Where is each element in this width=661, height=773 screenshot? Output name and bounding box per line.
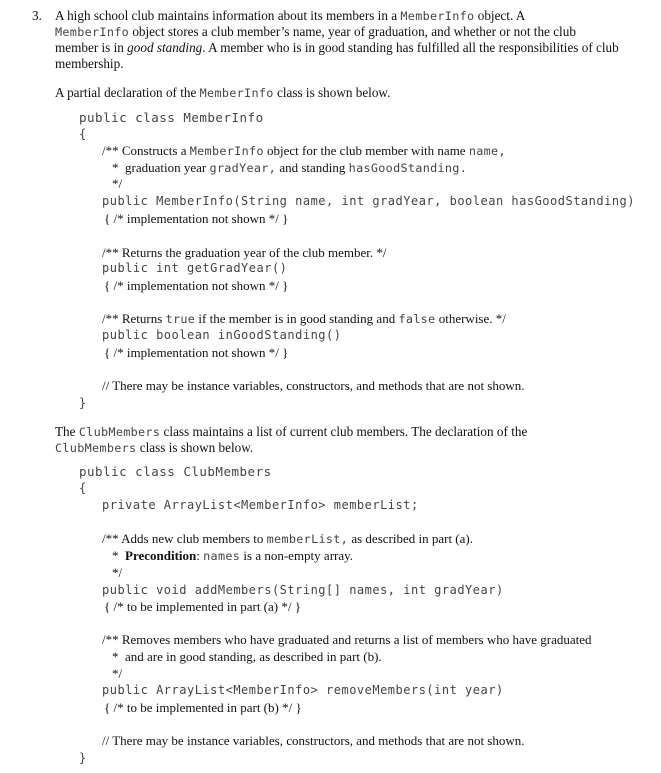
ingoodstanding-body: { /* implementation not shown */ } <box>104 345 289 360</box>
removemembers-comment-line-1: /** Removes members who have graduated and returns a list of members who have graduated <box>102 632 592 647</box>
ingoodstanding-comment: /** Returns true if the member is in good standing and false otherwise. */ <box>102 311 506 326</box>
getgradyear-comment: /** Returns the graduation year of the club member. */ <box>102 245 387 260</box>
clubmembers-intro-line-2: ClubMembers class is shown below. <box>55 440 254 455</box>
memberlist-field: private ArrayList<MemberInfo> memberList; <box>102 498 419 512</box>
question-number: 3. <box>32 8 42 23</box>
addmembers-comment-line-3: */ <box>112 565 123 580</box>
clubmembers-class-declaration: public class ClubMembers <box>79 464 272 479</box>
memberinfo-class-declaration: public class MemberInfo <box>79 110 264 125</box>
removemembers-signature: public ArrayList<MemberInfo> removeMembers(int year) <box>102 683 504 697</box>
partial-declaration-text: A partial declaration of the MemberInfo class is shown below. <box>55 85 391 100</box>
removemembers-comment-line-3: */ <box>112 666 123 681</box>
removemembers-comment-line-2: * and are in good standing, as described in part (b). <box>112 649 382 664</box>
constructor-comment-line-3: */ <box>112 176 123 191</box>
addmembers-body: { /* to be implemented in part (a) */ } <box>104 599 301 614</box>
constructor-comment-line-2: * graduation year gradYear, and standing hasGoodStanding. <box>112 160 468 175</box>
addmembers-comment-line-1: /** Adds new club members to memberList, as described in part (a). <box>102 531 473 546</box>
intro-line-3: member is in good standing. A member who is in good standing has fulfilled all the responsibilities of club <box>55 40 619 55</box>
memberinfo-not-shown-note: // There may be instance variables, constructors, and methods that are not shown. <box>102 378 525 393</box>
clubmembers-open-brace: { <box>79 481 87 495</box>
memberinfo-constructor-signature: public MemberInfo(String name, int gradYear, boolean hasGoodStanding) <box>102 194 635 208</box>
clubmembers-intro-line-1: The ClubMembers class maintains a list of current club members. The declaration of the <box>55 424 528 439</box>
ingoodstanding-signature: public boolean inGoodStanding() <box>102 328 342 342</box>
memberinfo-constructor-body: { /* implementation not shown */ } <box>104 211 289 226</box>
memberinfo-open-brace: { <box>79 127 87 141</box>
memberinfo-close-brace: } <box>79 396 87 410</box>
getgradyear-signature: public int getGradYear() <box>102 261 288 275</box>
addmembers-signature: public void addMembers(String[] names, int gradYear) <box>102 583 504 597</box>
intro-line-2: MemberInfo object stores a club member’s name, year of graduation, and whether or not the club <box>55 24 576 39</box>
constructor-comment-line-1: /** Constructs a MemberInfo object for the club member with name name, <box>102 143 506 158</box>
getgradyear-body: { /* implementation not shown */ } <box>104 278 289 293</box>
intro-line-4: membership. <box>55 56 124 71</box>
clubmembers-not-shown-note: // There may be instance variables, constructors, and methods that are not shown. <box>102 733 525 748</box>
clubmembers-close-brace: } <box>79 751 87 765</box>
removemembers-body: { /* to be implemented in part (b) */ } <box>104 700 302 715</box>
addmembers-comment-line-2: * Precondition: names is a non-empty array. <box>112 548 354 563</box>
intro-line-1: A high school club maintains information about its members in a MemberInfo object. A <box>55 8 526 23</box>
